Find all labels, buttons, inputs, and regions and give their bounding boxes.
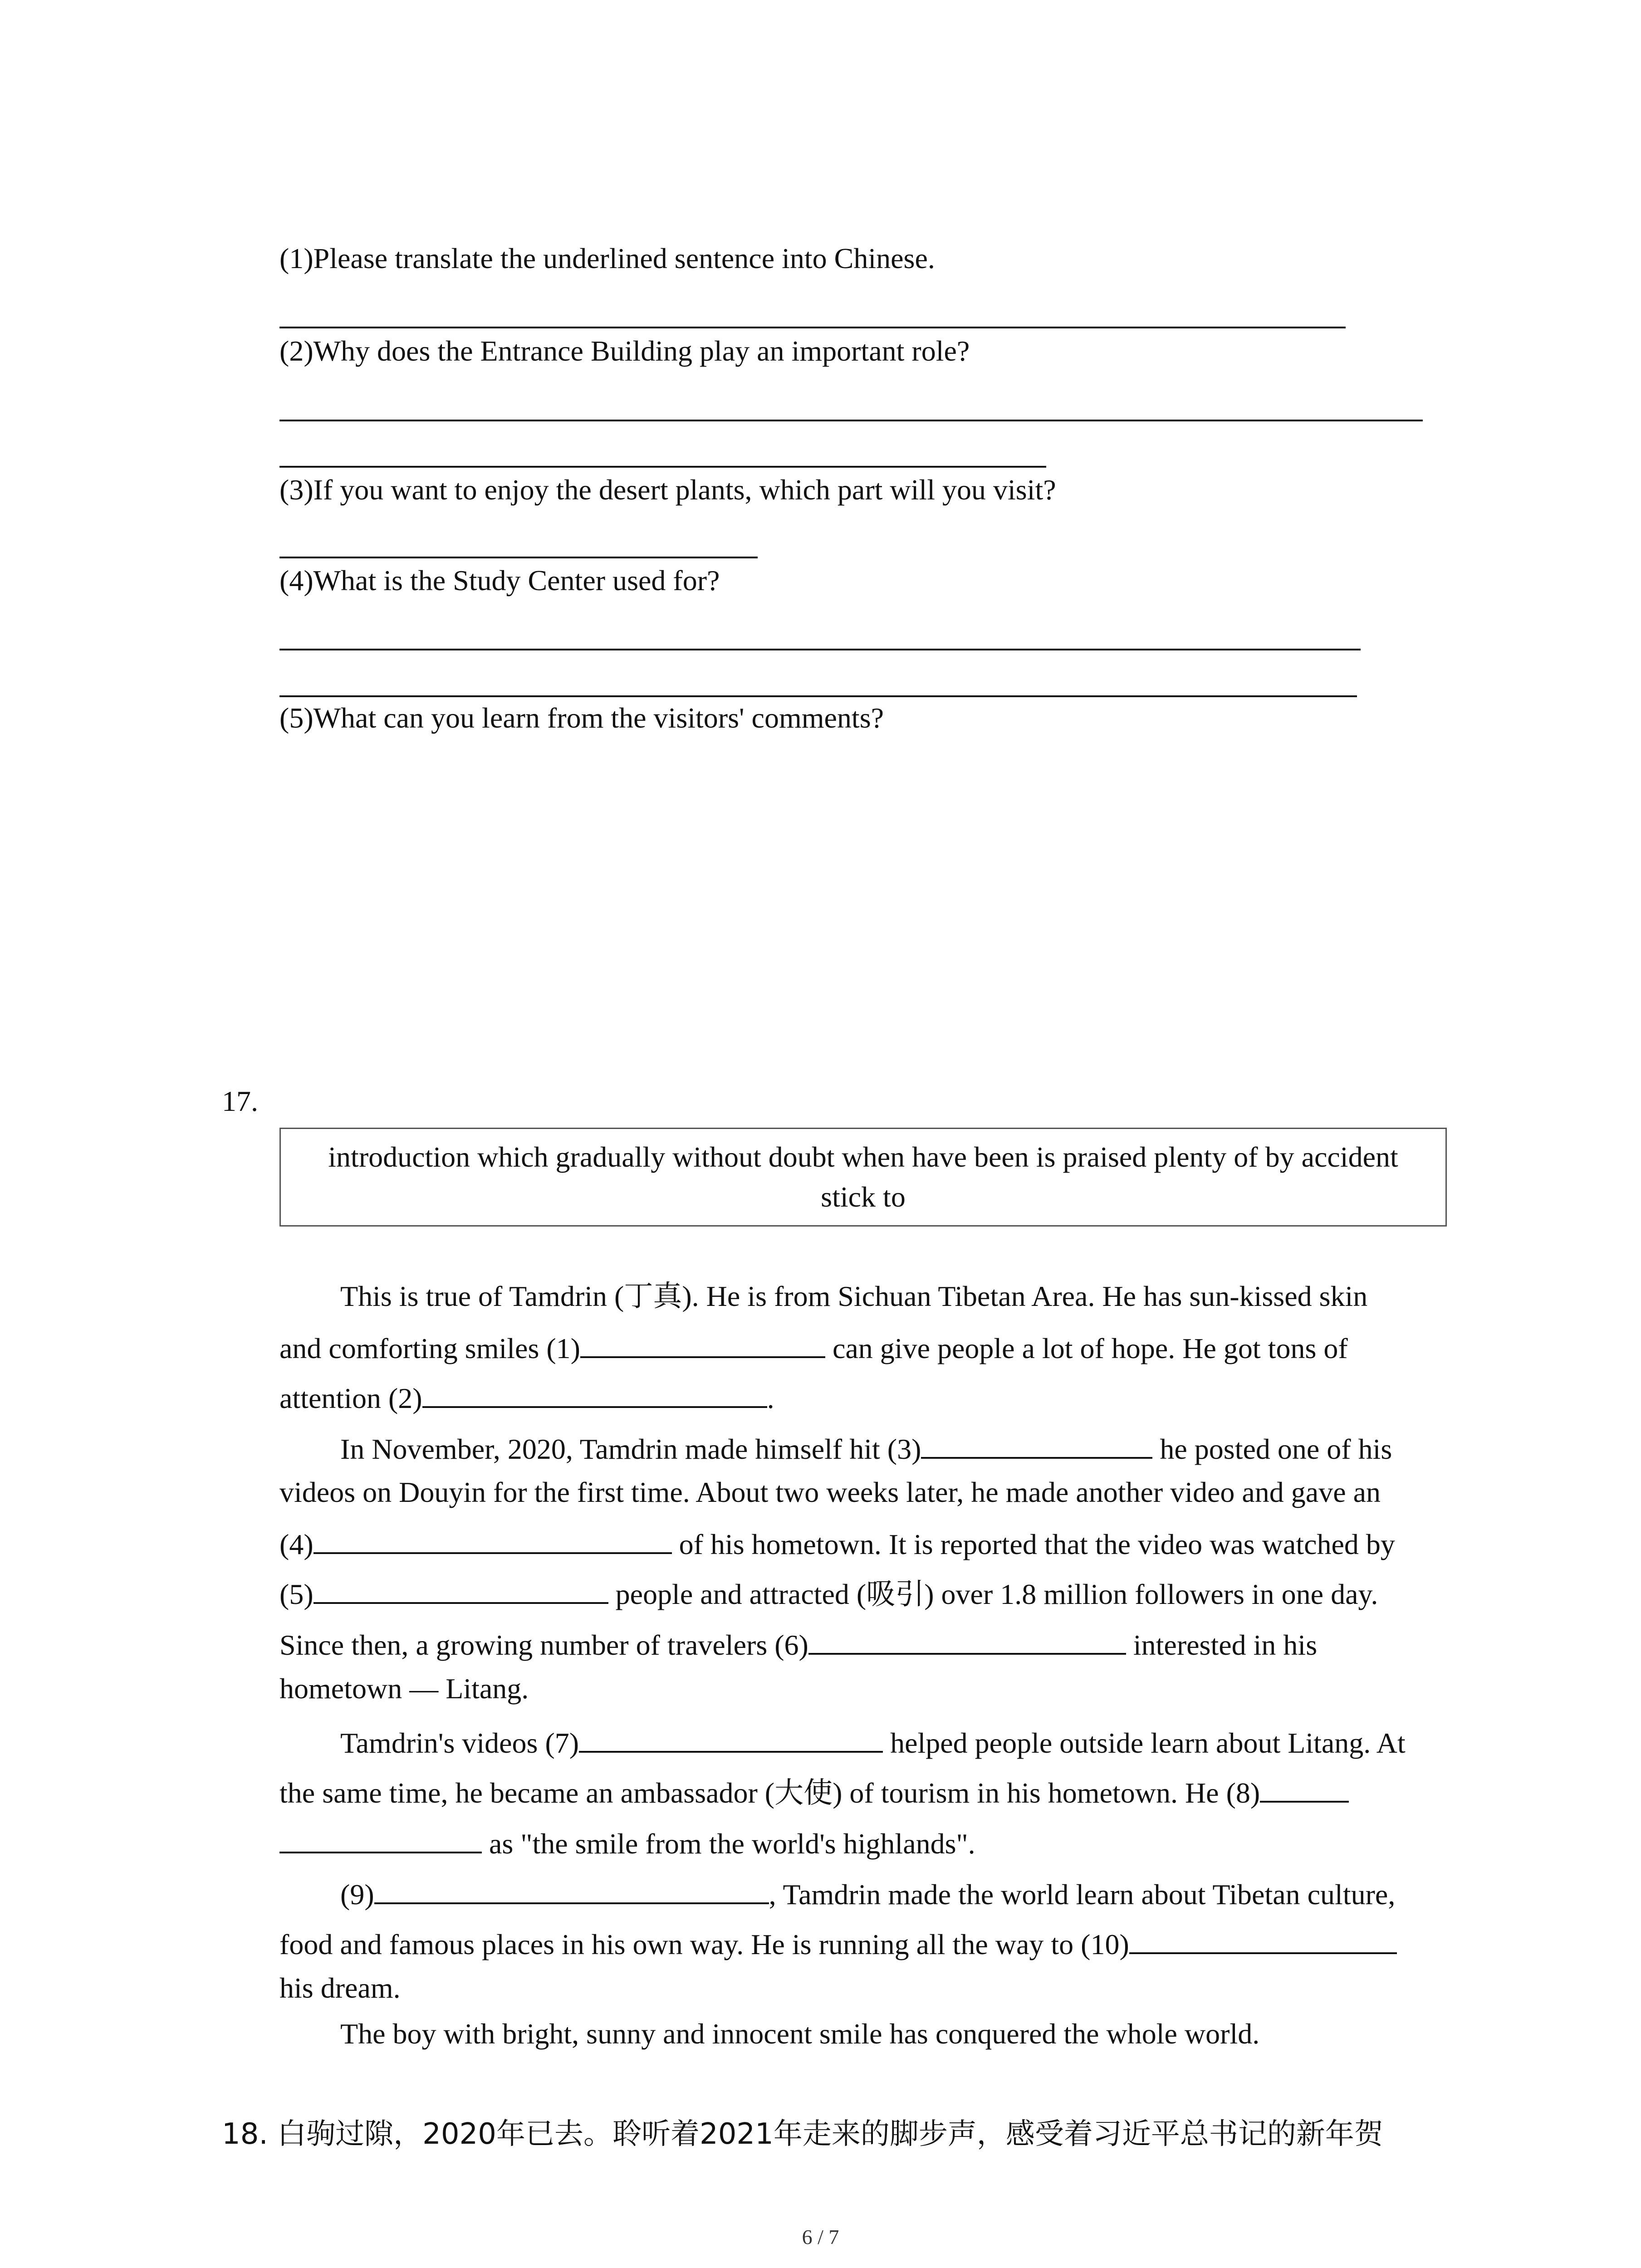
blank-7[interactable] [579, 1723, 883, 1753]
answer-line-4a[interactable] [279, 649, 1361, 650]
blank-10[interactable] [1129, 1924, 1397, 1954]
word-box [279, 1128, 1447, 1227]
question-2: (2)Why does the Entrance Building play an important role? [279, 335, 970, 367]
passage-line-13: (9) , Tamdrin made the world learn about Tibetan culture, [340, 1874, 1395, 1913]
answer-line-1[interactable] [279, 327, 1346, 328]
passage-line-11: the same time, he became an ambassador (大使) of tourism in his hometown. He (8) [279, 1773, 1349, 1811]
blank-8a[interactable] [1260, 1773, 1349, 1803]
answer-line-4b[interactable] [279, 695, 1357, 697]
passage-line-8: Since then, a growing number of travelers (6) interested in his [279, 1625, 1317, 1663]
blank-3[interactable] [921, 1429, 1152, 1459]
word-box-line-2: stick to [821, 1181, 906, 1213]
word-box-line-1: introduction which gradually without doubt when have been is praised plenty of by accident [328, 1141, 1398, 1173]
blank-8b[interactable] [279, 1823, 482, 1853]
blank-4[interactable] [314, 1524, 672, 1554]
passage-line-16: The boy with bright, sunny and innocent smile has conquered the whole world. [340, 2018, 1260, 2050]
question-4: (4)What is the Study Center used for? [279, 564, 720, 596]
blank-1[interactable] [580, 1328, 825, 1358]
passage-line-2: and comforting smiles (1) can give people a lot of hope. He got tons of [279, 1328, 1348, 1367]
answer-line-2a[interactable] [279, 420, 1423, 421]
question-18: 18. 白驹过隙，2020年已去。聆听着2021年走来的脚步声，感受着习近平总书记的新年贺 [222, 2117, 1383, 2151]
passage-line-10: Tamdrin's videos (7) helped people outside learn about Litang. At [340, 1723, 1406, 1761]
passage-line-14: food and famous places in his own way. He is running all the way to (10) [279, 1924, 1397, 1963]
passage-line-7: (5) people and attracted (吸引) over 1.8 million followers in one day. [279, 1574, 1378, 1613]
blank-5[interactable] [314, 1574, 608, 1604]
passage-line-9: hometown — Litang. [279, 1672, 529, 1705]
passage-line-12: as "the smile from the world's highlands". [279, 1823, 975, 1862]
passage-line-5: videos on Douyin for the first time. About two weeks later, he made another video and gave an [279, 1476, 1381, 1508]
question-17-number: 17. [222, 1085, 258, 1117]
question-5: (5)What can you learn from the visitors' comments? [279, 702, 884, 734]
blank-6[interactable] [808, 1625, 1126, 1655]
passage-line-1: This is true of Tamdrin (丁真). He is from Sichuan Tibetan Area. He has sun-kissed skin [340, 1280, 1368, 1313]
passage-line-4: In November, 2020, Tamdrin made himself hit (3) he posted one of his [340, 1429, 1392, 1467]
blank-9[interactable] [374, 1874, 769, 1904]
passage-line-15: his dream. [279, 1972, 401, 2004]
passage-line-3: attention (2) . [279, 1378, 774, 1417]
page-number: 6 / 7 [802, 2225, 839, 2248]
blank-2[interactable] [422, 1378, 767, 1408]
answer-line-3[interactable] [279, 557, 758, 558]
question-3: (3)If you want to enjoy the desert plants, which part will you visit? [279, 474, 1056, 506]
answer-line-2b[interactable] [279, 466, 1046, 468]
passage-line-6: (4) of his hometown. It is reported that the video was watched by [279, 1524, 1395, 1563]
question-1: (1)Please translate the underlined sentence into Chinese. [279, 242, 935, 274]
